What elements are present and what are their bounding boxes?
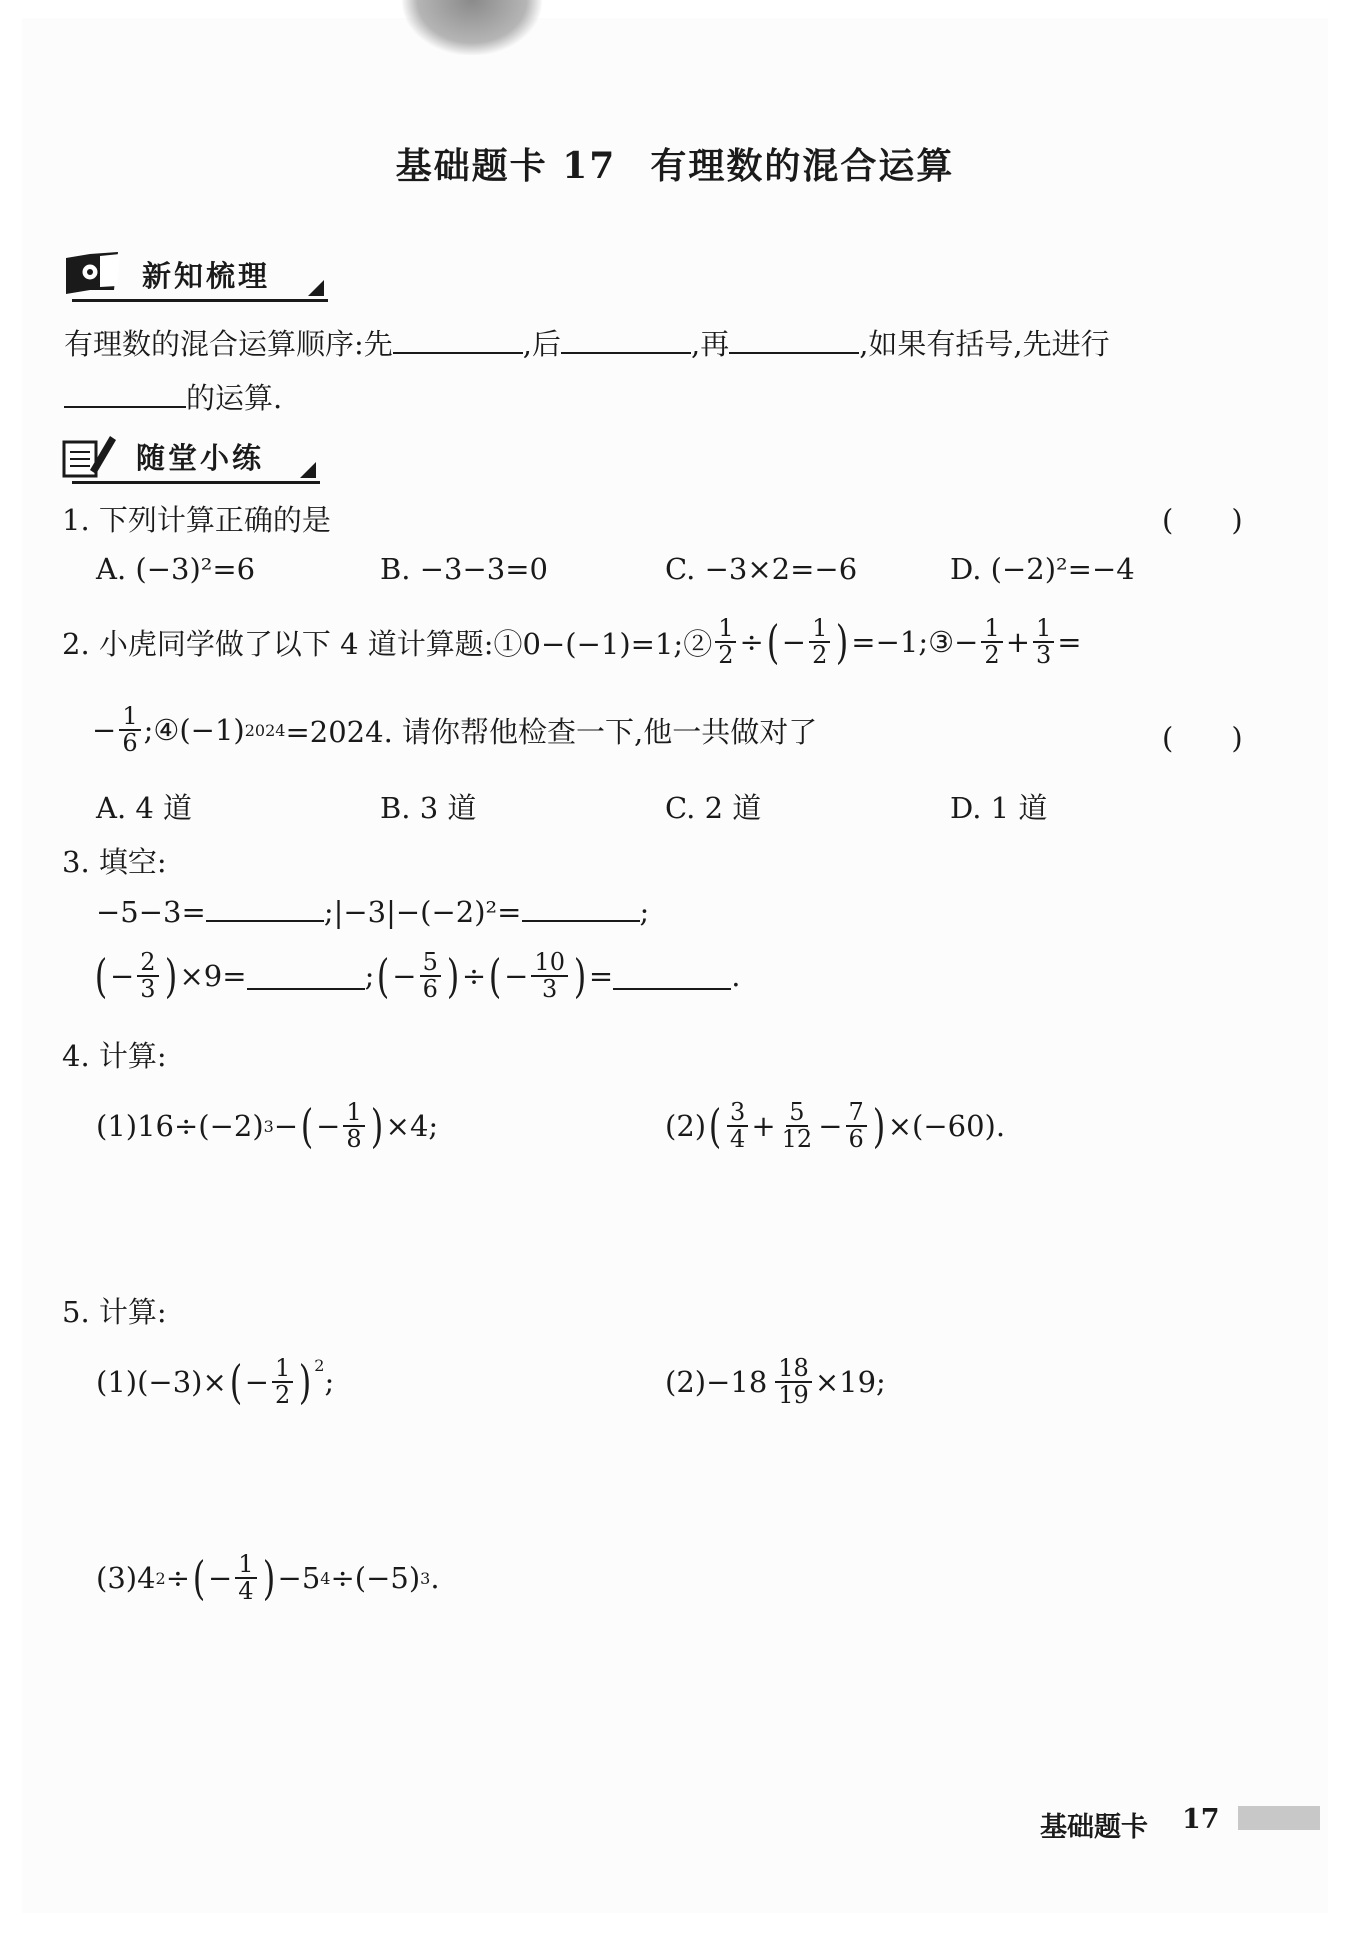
- fraction: $\frac{1}{2}$: [272, 1356, 293, 1408]
- page-title: [0, 138, 1350, 189]
- q3-text: ;: [639, 895, 650, 929]
- q4-text: ×4;: [385, 1109, 439, 1144]
- q2-text: =−1;③−: [851, 625, 979, 660]
- q4-part-2: (2) ( $\frac{3}{4}$ + $\frac{5}{12}$ − $\frac{7}{6}$ ) ×(−60).: [665, 1098, 1006, 1154]
- q5-part-1: (1)(−3)× ( − $\frac{1}{2}$ ) $^2$ ;: [96, 1354, 335, 1410]
- fraction: $\frac{1}{6}$: [119, 704, 140, 756]
- knowledge-line-1: [64, 322, 1110, 363]
- knowledge-text: 有理数的混合运算顺序:先: [64, 327, 393, 361]
- q3-line-1: [96, 894, 649, 929]
- title-card-number: 基础题卡 17: [395, 145, 617, 187]
- section-title-knowledge: 新知梳理: [142, 259, 271, 293]
- q2-text: 2. 小虎同学做了以下 4 道计算题:①0−(−1)=1;②: [62, 626, 713, 661]
- q5-text: .: [430, 1561, 440, 1596]
- answer-blank[interactable]: [522, 894, 640, 922]
- q3-line-2: ( − $\frac{2}{3}$ ) ×9= ; ( − $\frac{5}{6}$ ) ÷ ( − $\frac{10}{3}$ ) = .: [94, 948, 741, 1004]
- answer-blank[interactable]: [729, 326, 859, 354]
- section-underline: [72, 299, 328, 302]
- footer-decoration-bar: [1238, 1806, 1320, 1830]
- q5-text: (1)(−3)×: [96, 1365, 227, 1400]
- question-2-line-2: − $\frac{1}{6}$ ;④(−1) 2024 =2024. 请你帮他检查一下,他一共做对了: [92, 702, 818, 758]
- section-header-knowledge: [60, 250, 330, 302]
- q5-part-2: [665, 1356, 886, 1408]
- q4-part-1: (1)16÷(−2) 3 − ( − $\frac{1}{8}$ ) ×4;: [96, 1098, 439, 1154]
- section-corner-triangle: [300, 462, 316, 478]
- knowledge-text: ,再: [691, 327, 730, 361]
- answer-blank[interactable]: [561, 326, 691, 354]
- fraction: $\frac{3}{4}$: [727, 1100, 748, 1152]
- q5-text: (2)−18: [665, 1365, 768, 1400]
- q5-text: −5: [277, 1561, 321, 1596]
- q3-text: ;: [323, 895, 334, 929]
- q1-option-b[interactable]: B. −3−3=0: [380, 552, 548, 586]
- q2-text: =: [1057, 625, 1082, 660]
- q3-text: −5−3=: [96, 895, 206, 929]
- q3-text: ×9=: [179, 959, 247, 994]
- footer-label: 基础题卡: [1040, 1812, 1148, 1843]
- exponent: 4: [320, 1568, 331, 1588]
- q1-option-c[interactable]: C. −3×2=−6: [665, 552, 858, 586]
- fraction: $\frac{5}{6}$: [420, 950, 441, 1002]
- q2-option-b[interactable]: B. 3 道: [380, 791, 477, 825]
- q2-text: ÷: [739, 625, 764, 660]
- q2-text: =2024. 请你帮他检查一下,他一共做对了: [285, 714, 818, 749]
- section-corner-triangle: [308, 280, 324, 296]
- q2-text: +: [1005, 625, 1031, 660]
- question-3-stem: 3. 填空:: [62, 845, 167, 879]
- exponent: 2: [155, 1568, 166, 1588]
- q5-text: ;: [324, 1365, 335, 1400]
- answer-blank[interactable]: [64, 380, 186, 408]
- answer-bracket[interactable]: ( ): [1162, 503, 1243, 537]
- q1-option-d[interactable]: D. (−2)²=−4: [950, 552, 1135, 586]
- answer-blank[interactable]: [613, 962, 731, 990]
- exponent: 3: [420, 1568, 431, 1588]
- q5-text: ×19;: [814, 1365, 886, 1400]
- knowledge-text: ,如果有括号,先进行: [859, 327, 1110, 361]
- q2-option-d[interactable]: D. 1 道: [950, 791, 1048, 825]
- answer-blank[interactable]: [206, 894, 324, 922]
- fraction: $\frac{7}{6}$: [846, 1100, 867, 1152]
- section-header-practice: [60, 432, 322, 484]
- knowledge-line-2: [64, 376, 282, 417]
- q4-text: (1)16÷(−2): [96, 1109, 264, 1144]
- answer-blank[interactable]: [393, 326, 523, 354]
- q3-text: .: [731, 959, 741, 994]
- notebook-pen-icon: [60, 432, 124, 480]
- exponent: 2: [314, 1356, 325, 1375]
- fraction: $\frac{1}{2}$: [715, 616, 736, 668]
- knowledge-text: ,后: [522, 327, 561, 361]
- q3-text: |−3|−(−2)²=: [333, 895, 522, 929]
- section-title-practice: 随堂小练: [136, 441, 265, 475]
- answer-blank[interactable]: [247, 962, 365, 990]
- q3-text: ;: [364, 959, 375, 994]
- q2-option-a[interactable]: A. 4 道: [96, 791, 193, 825]
- fraction: $\frac{2}{3}$: [137, 950, 158, 1002]
- fraction: $\frac{1}{4}$: [235, 1552, 256, 1604]
- q1-option-a[interactable]: A. (−3)²=6: [96, 552, 256, 586]
- title-topic: 有理数的混合运算: [650, 145, 955, 187]
- q5-part-3: (3)4 2 ÷ ( − $\frac{1}{4}$ ) −5 4 ÷(−5) 3 .: [96, 1550, 440, 1606]
- q3-text: =: [588, 959, 614, 994]
- fraction: $\frac{5}{12}$: [781, 1098, 813, 1154]
- exponent: 3: [263, 1116, 274, 1136]
- page-number: 17: [1182, 1804, 1220, 1835]
- fraction: $\frac{18}{19}$: [775, 1356, 812, 1408]
- fraction: $\frac{1}{3}$: [1033, 616, 1054, 668]
- knowledge-text: 的运算.: [186, 381, 283, 415]
- q4-text: (2): [665, 1109, 707, 1144]
- q3-text: ÷: [461, 959, 487, 994]
- question-5-stem: 5. 计算:: [62, 1295, 167, 1329]
- question-4-stem: 4. 计算:: [62, 1039, 167, 1073]
- fraction: $\frac{1}{2}$: [809, 616, 830, 668]
- q5-text: ÷: [165, 1561, 191, 1596]
- fraction: $\frac{1}{8}$: [343, 1100, 364, 1152]
- book-icon: [60, 250, 128, 298]
- question-2-line-1: 2. 小虎同学做了以下 4 道计算题:①0−(−1)=1;② $\frac{1}{2}$ ÷ ( − $\frac{1}{2}$ ) =−1;③− $\frac{1}{2}$ + $\frac{1}{3}$ =: [62, 614, 1082, 670]
- fraction: $\frac{1}{2}$: [981, 616, 1002, 668]
- q4-text: ×(−60).: [887, 1109, 1006, 1144]
- q5-text: (3)4: [96, 1561, 156, 1596]
- q5-text: ÷(−5): [330, 1561, 421, 1596]
- q2-option-c[interactable]: C. 2 道: [665, 791, 762, 825]
- exponent: 2024: [244, 720, 286, 740]
- section-underline: [72, 481, 320, 484]
- fraction: $\frac{10}{3}$: [531, 950, 568, 1002]
- q2-text: ;④(−1): [143, 713, 245, 748]
- answer-bracket[interactable]: ( ): [1162, 721, 1243, 755]
- question-1-stem: 1. 下列计算正确的是: [62, 503, 331, 537]
- q4-text: −: [273, 1109, 299, 1144]
